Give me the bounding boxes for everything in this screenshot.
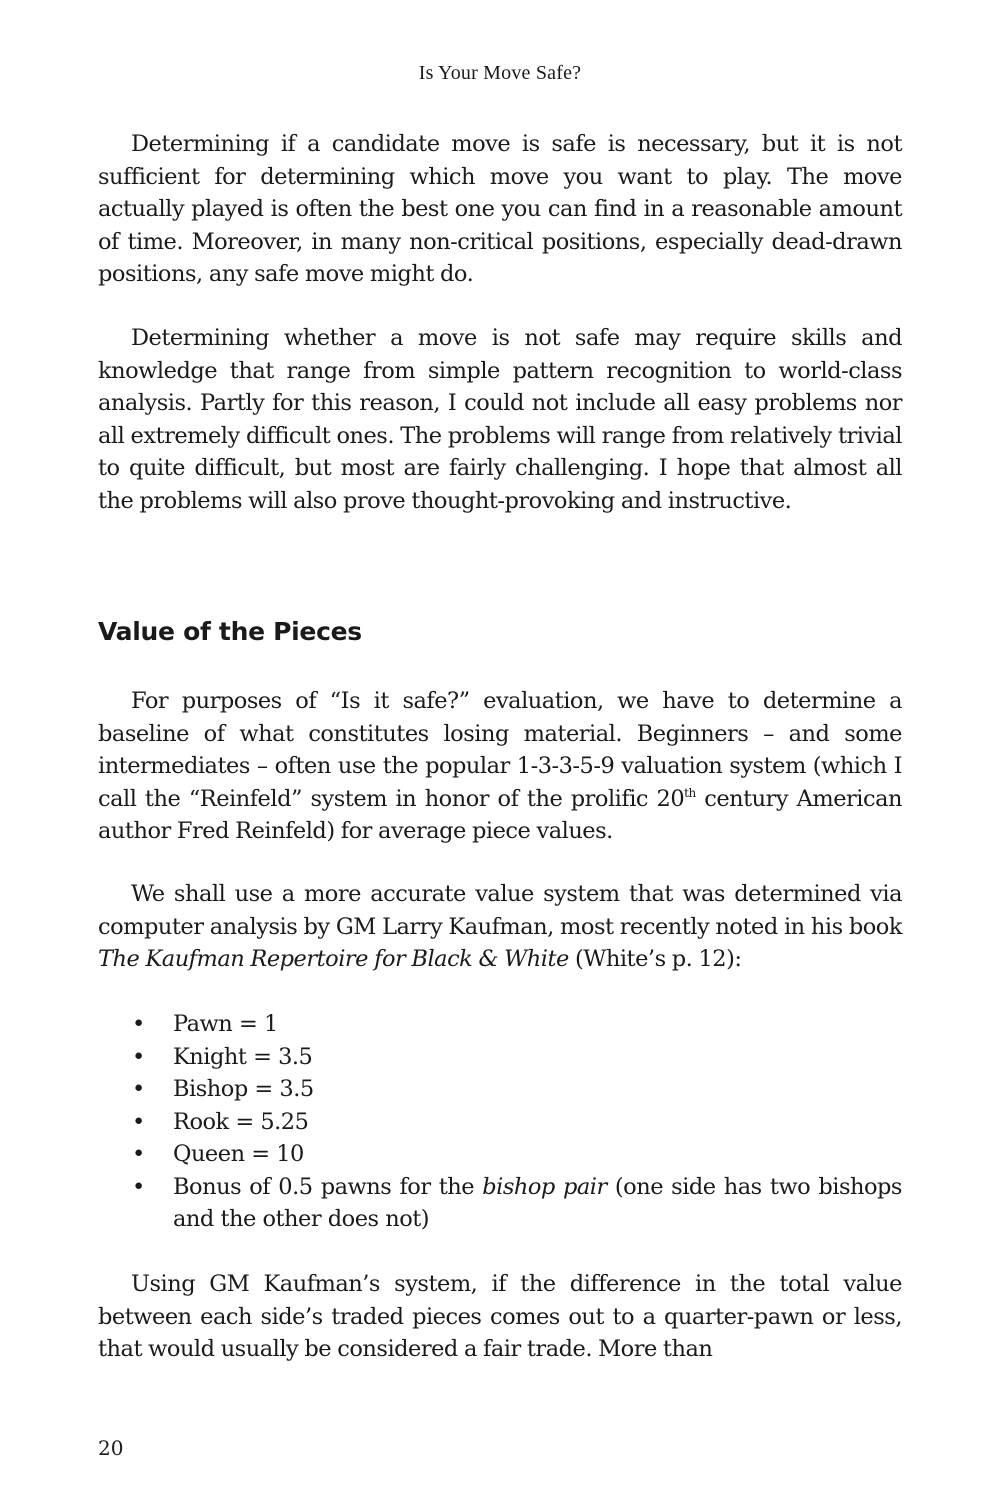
paragraph-text <box>98 878 902 976</box>
page-number: 20 <box>98 1436 124 1460</box>
text-run: For purposes of “Is it safe?” evaluation, we have to determine a baseline of what constitutes losing material. Beginners – and some intermediates – often use the popular 1-3-3-5-9 valuation system (which I call the “Reinfeld” system in honor of the prolific 20 <box>98 688 902 812</box>
piece-values-list <box>98 1008 902 1236</box>
emphasis-bishop-pair: bishop pair <box>482 1173 607 1200</box>
list-item-text: Bishop = 3.5 <box>173 1076 314 1102</box>
bullet-icon: • <box>132 1011 145 1037</box>
paragraph-fair-trade <box>98 1268 902 1366</box>
text-run: (White’s p. 12): <box>568 946 742 972</box>
paragraph-reinfeld-system <box>98 685 902 848</box>
list-item-text: Pawn = 1 <box>173 1011 278 1037</box>
list-item <box>98 1041 902 1074</box>
paragraph-text: Determining if a candidate move is safe is necessary, but it is not sufficient for determining which move you want to play. The move actually played is often the best one you can find in a reasonable amount of time. Moreover, in many non-critical positions, especially dead-drawn positions, any safe move might do. <box>98 131 902 287</box>
ordinal-superscript: th <box>684 785 696 800</box>
paragraph-text: Determining whether a move is not safe may require skills and knowledge that range from simple pattern recognition to world-class analysis. Partly for this reason, I could not include all easy problems nor all extremely difficult ones. The problems will range from relatively trivial to quite difficult, but most are fairly challenging. I hope that almost all the problems will also prove thought-provoking and instructive. <box>98 325 902 514</box>
text-run: century American author Fred Reinfeld) for average piece values. <box>98 785 902 844</box>
running-header: Is Your Move Safe? <box>418 62 582 84</box>
list-item <box>98 1008 902 1041</box>
text-run: We shall use a more accurate value system that was determined via computer analysis by GM Larry Kaufman, most recently noted in his book <box>98 881 902 940</box>
paragraph-skills-knowledge <box>98 322 902 517</box>
bullet-icon: • <box>132 1173 145 1200</box>
book-title: The Kaufman Repertoire for Black & White <box>98 946 569 972</box>
bullet-icon: • <box>132 1141 145 1167</box>
text-run: (one side has two bishops and the other does not) <box>173 1173 902 1232</box>
list-item-text: Knight = 3.5 <box>173 1043 313 1070</box>
list-item-bishop-pair <box>98 1171 902 1236</box>
bullet-icon: • <box>132 1076 145 1102</box>
list-item <box>98 1138 902 1171</box>
bullet-icon: • <box>132 1108 145 1135</box>
list-item-text: Queen = 10 <box>173 1141 304 1167</box>
paragraph-text <box>98 685 902 848</box>
bullet-icon: • <box>132 1043 145 1070</box>
paragraph-text: Using GM Kaufman’s system, if the difference in the total value between each side’s traded pieces comes out to a quarter-pawn or less, that would usually be considered a fair trade. More than <box>98 1271 902 1362</box>
text-run: Bonus of 0.5 pawns for the <box>173 1173 483 1200</box>
list-item <box>98 1073 902 1106</box>
paragraph-safe-move-necessary <box>98 128 902 291</box>
paragraph-kaufman-system <box>98 878 902 976</box>
list-item <box>98 1106 902 1139</box>
section-heading: Value of the Pieces <box>98 617 362 646</box>
list-item-text: Rook = 5.25 <box>173 1108 309 1135</box>
